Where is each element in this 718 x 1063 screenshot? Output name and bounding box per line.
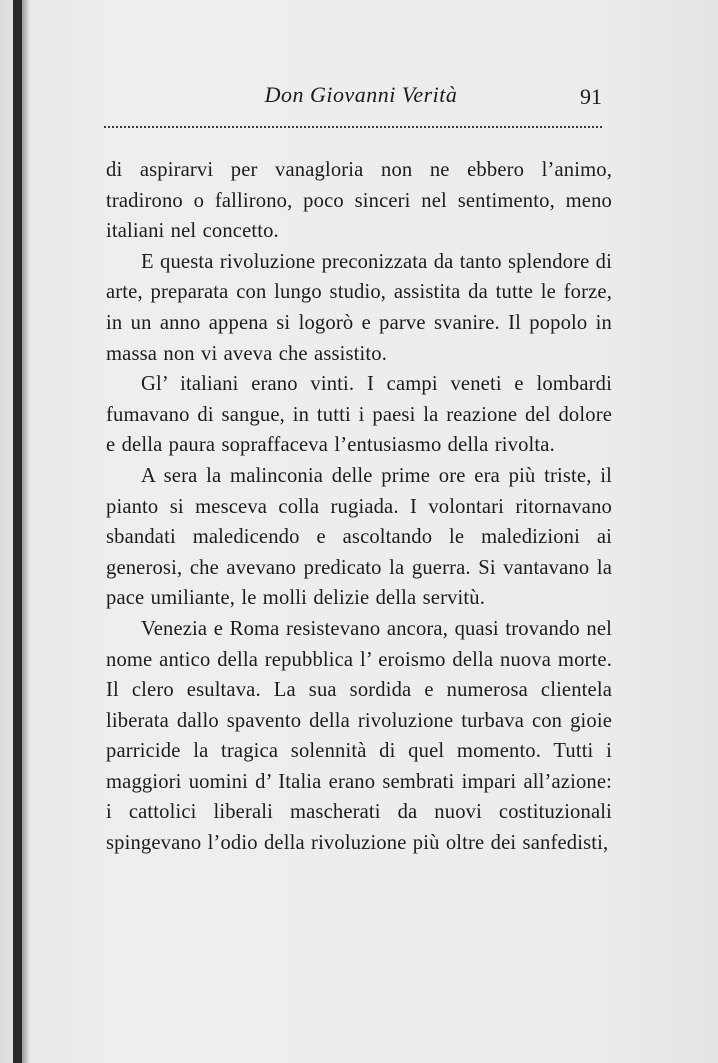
running-head-title: Don Giovanni Verità	[264, 82, 458, 107]
page-number: 91	[580, 84, 602, 109]
body-text	[106, 155, 612, 859]
running-head	[100, 82, 602, 116]
binding-shadow	[22, 0, 30, 1063]
header-rule	[104, 126, 602, 128]
binding-edge	[13, 0, 22, 1063]
paragraph: E questa rivoluzione preconizzata da tanto splendore di arte, preparata con lungo studio, assistita da tutte le forze, in un anno appena si logorò e parve svanire. Il popolo in massa non vi aveva che assistito.	[106, 250, 612, 365]
paragraph: Gl’ italiani erano vinti. I campi veneti e lombardi fumavano di sangue, in tutti i paesi la reazione del dolore e della paura sopraffaceva l’entusiasmo della rivolta.	[106, 373, 612, 457]
paragraph: Venezia e Roma resistevano ancora, quasi trovando nel nome antico della repubblica l’ eroismo della nuova morte. Il clero esultava. La sua sordida e numerosa clientela liberata dallo spavento della rivoluzione turbava con gioie parricide la tragica solennità di quel momento. Tutti i maggiori uomini d’ Italia erano sembrati impari all’azione: i cattolici liberali mascherati da nuovi costituzionali spingevano l’odio della rivoluzione più oltre dei sanfedisti,	[106, 617, 612, 855]
paragraph-continuation: di aspirarvi per vanagloria non ne ebbero l’animo, tradirono o fallirono, poco sinceri nel sentimento, meno italiani nel concetto.	[106, 159, 612, 243]
paragraph: A sera la malinconia delle prime ore era più triste, il pianto si mesceva colla rugiada. I volontari ritornavano sbandati maledicendo e ascoltando le maledizioni ai generosi, che avevano predicato la guerra. Si vantavano la pace umiliante, le molli delizie della servitù.	[106, 464, 612, 610]
